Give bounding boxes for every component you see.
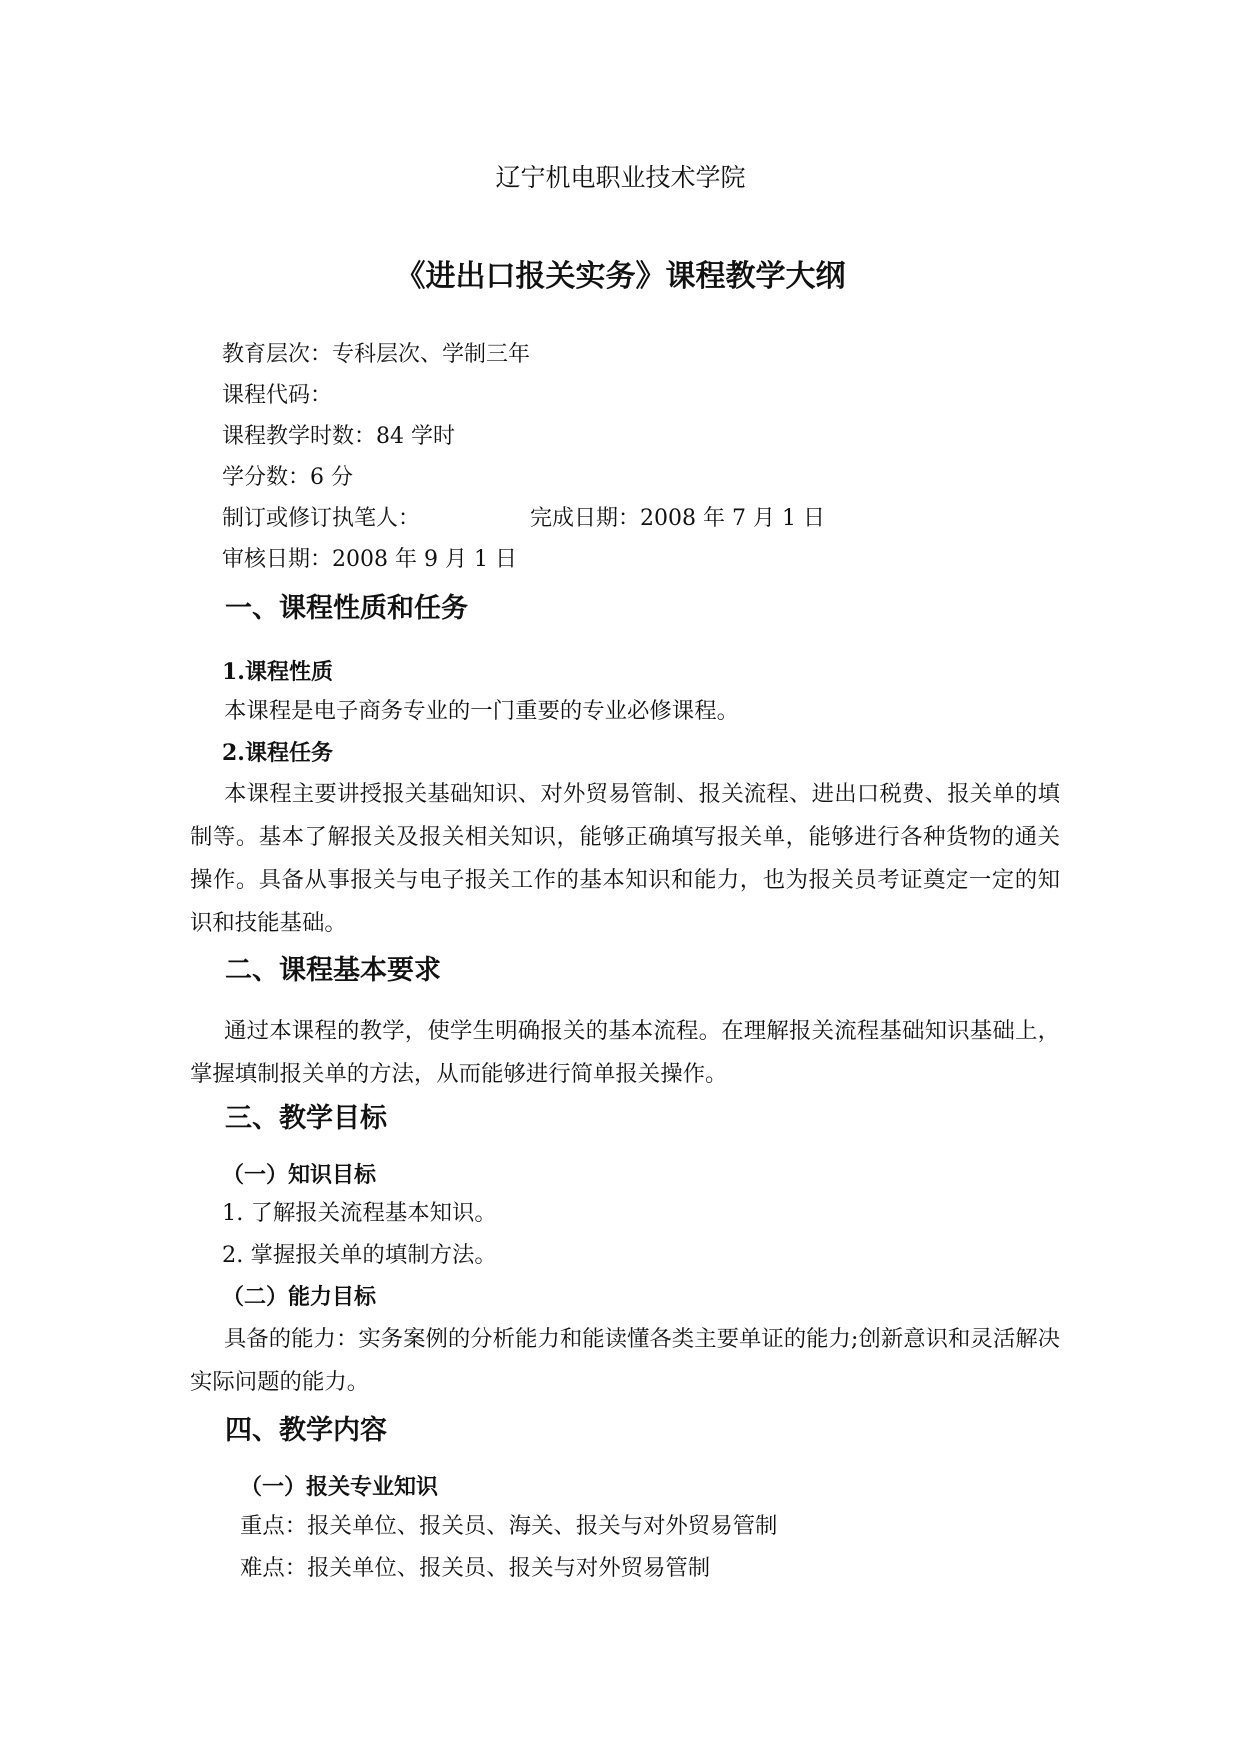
ability-goals-text: 具备的能力：实务案例的分析能力和能读懂各类主要单证的能力;创新意识和灵活解决实际问题的能力。 — [190, 1326, 1060, 1395]
section1-sub2-text: 本课程主要讲授报关基础知识、对外贸易管制、报关流程、进出口税费、报关单的填制等。基本了解报关及报关相关知识，能够正确填写报关单，能够进行各种货物的通关操作。具备从事报关与电子报关工作的基本知识和能力，也为报关员考证奠定一定的知识和技能基础。 — [190, 781, 1060, 936]
meta-author: 制订或修订执笔人： — [222, 506, 421, 531]
unit1-difficulties: 难点：报关单位、报关员、报关与对外贸易管制 — [240, 1555, 711, 1581]
unit1-heading: （一）报关专业知识 — [240, 1474, 439, 1500]
school-name: 辽宁机电职业技术学院 — [495, 163, 746, 192]
knowledge-goal-item: 2. 掌握报关单的填制方法。 — [222, 1242, 497, 1268]
knowledge-goals-heading: （一）知识目标 — [222, 1162, 377, 1188]
section2-heading: 二、课程基本要求 — [225, 955, 441, 986]
section1-sub1-text: 本课程是电子商务专业的一门重要的专业必修课程。 — [224, 698, 739, 724]
unit1-key-points: 重点：报关单位、报关员、海关、报关与对外贸易管制 — [240, 1513, 778, 1539]
section2-text: 通过本课程的教学，使学生明确报关的基本流程。在理解报关流程基础知识基础上，掌握填制报关单的方法，从而能够进行简单报关操作。 — [190, 1018, 1060, 1087]
meta-education-level: 教育层次：专科层次、学制三年 — [222, 342, 531, 367]
section4-heading: 四、教学内容 — [225, 1415, 387, 1446]
section1-sub1-heading: 1.课程性质 — [222, 659, 333, 685]
knowledge-goal-item: 1. 了解报关流程基本知识。 — [222, 1200, 497, 1226]
meta-hours: 课程教学时数：84 学时 — [222, 424, 455, 449]
meta-course-code: 课程代码： — [222, 383, 333, 408]
section1-heading: 一、课程性质和任务 — [225, 593, 468, 624]
section1-sub2-heading: 2.课程任务 — [222, 740, 333, 766]
document-title: 《进出口报关实务》课程教学大纲 — [395, 259, 846, 294]
ability-goals-heading: （二）能力目标 — [222, 1284, 377, 1310]
meta-credits: 学分数：6 分 — [222, 465, 353, 490]
meta-review-date: 审核日期：2008 年 9 月 1 日 — [222, 547, 517, 572]
meta-completion-date: 完成日期：2008 年 7 月 1 日 — [530, 506, 825, 531]
section3-heading: 三、教学目标 — [225, 1103, 387, 1134]
